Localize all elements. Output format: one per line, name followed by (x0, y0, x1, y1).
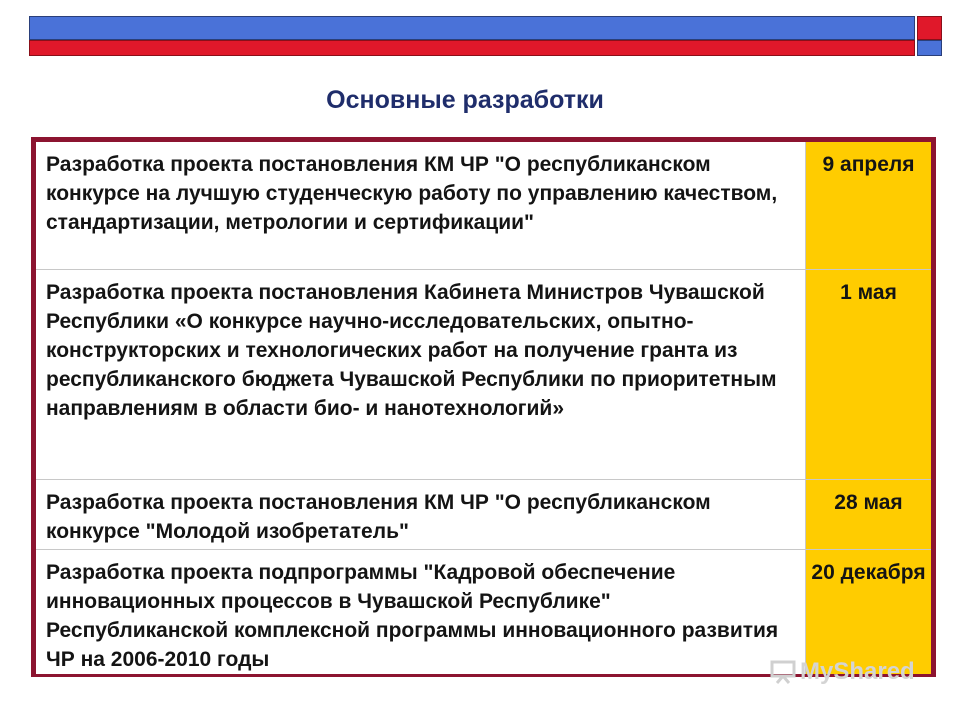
row-2-date: 1 мая (805, 270, 931, 480)
row-1-description: Разработка проекта постановления КМ ЧР "О республиканском конкурсе на лучшую студенческую работу по управлению качеством, стандартизации, метрологии и сертификации" (36, 142, 805, 270)
developments-table (31, 137, 936, 677)
row-3-description: Разработка проекта постановления КМ ЧР "О республиканском конкурсе "Молодой изобретатель" (36, 480, 805, 550)
header-square-blue (917, 40, 942, 56)
slide-title: Основные разработки (326, 86, 604, 114)
watermark-text: MyShared (800, 658, 915, 685)
header-square-red (917, 16, 942, 40)
header-bar-red (29, 40, 915, 56)
row-4-description: Разработка проекта подпрограммы "Кадровой обеспечение инновационных процессов в Чувашской Республике" Республиканской комплексной программы инновационного развития ЧР на 2006-2010 годы (36, 550, 805, 674)
header-bar-blue (29, 16, 915, 40)
row-2-description: Разработка проекта постановления Кабинета Министров Чувашской Республики «О конкурсе научно-исследовательских, опытно-конструкторских и технологических работ на получение гранта из республиканского бюджета Чувашской Республики по приоритетным направлениям в области био- и нанотехнологий» (36, 270, 805, 480)
row-3-date: 28 мая (805, 480, 931, 550)
row-4-date: 20 декабря (805, 550, 931, 674)
row-1-date: 9 апреля (805, 142, 931, 270)
presentation-board-icon (770, 660, 796, 684)
watermark (770, 658, 915, 686)
